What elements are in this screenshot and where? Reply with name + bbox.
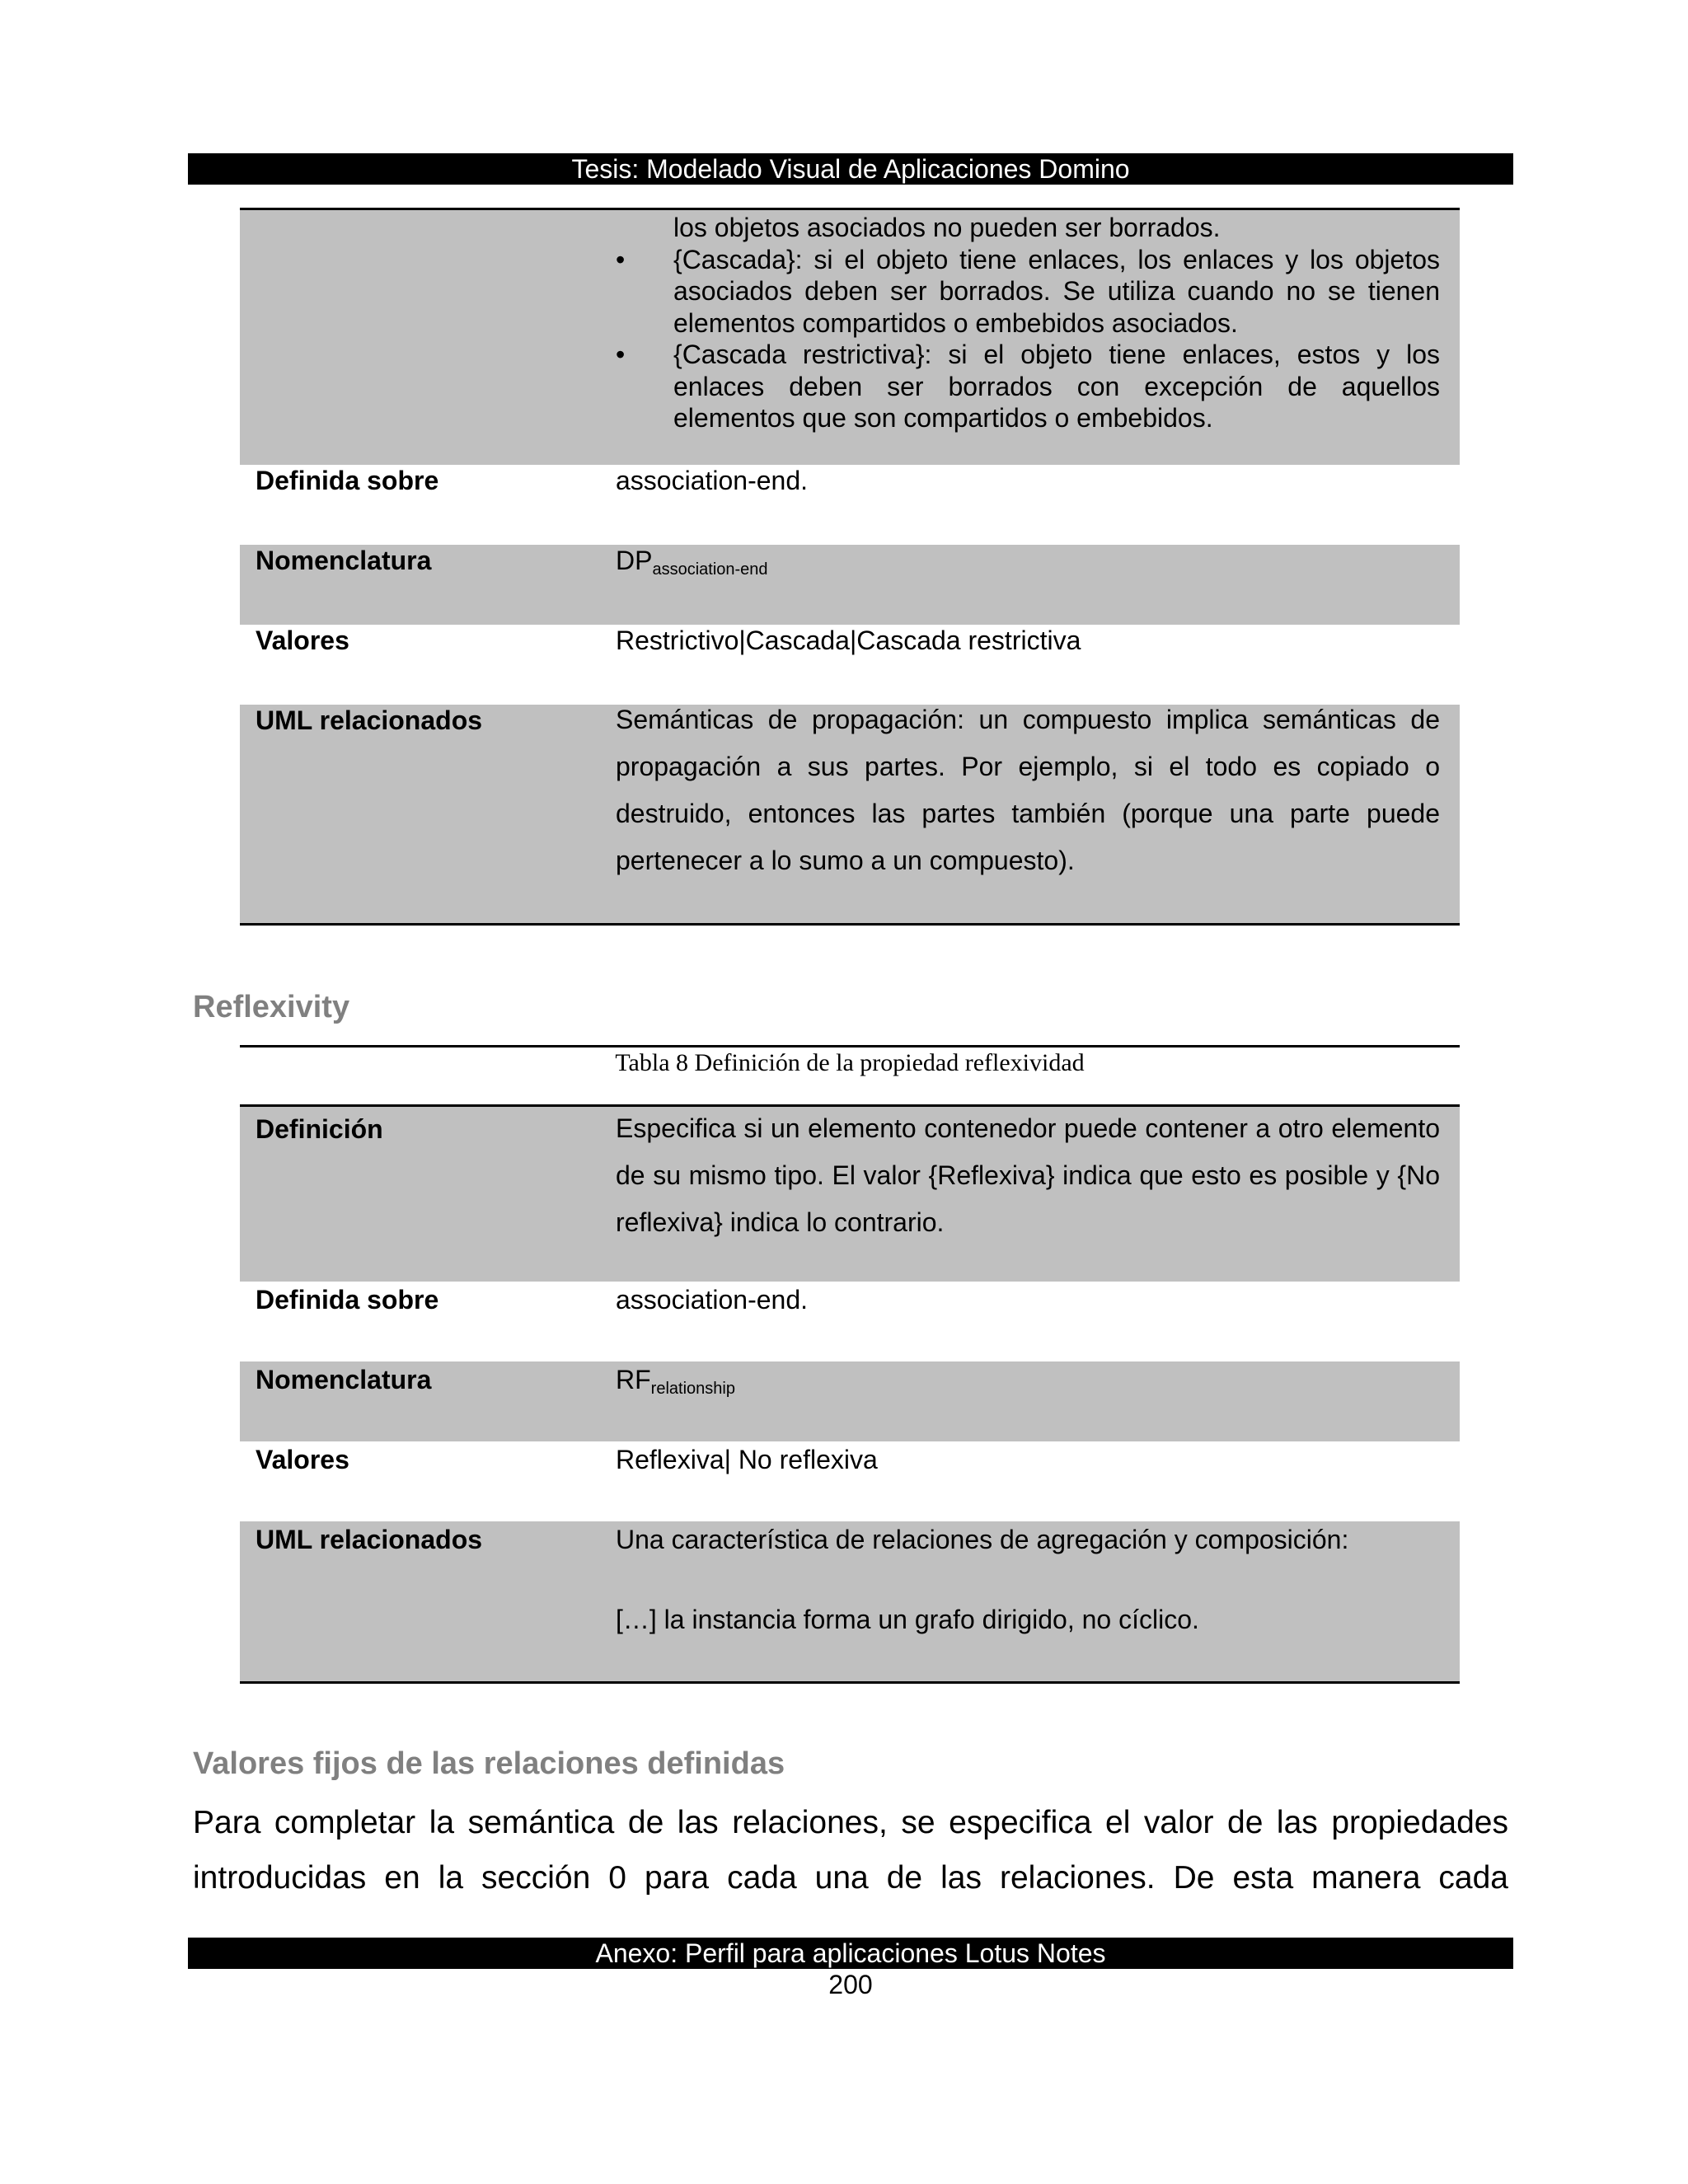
row-label: Definición bbox=[256, 1114, 383, 1144]
row-value: Reflexiva| No reflexiva bbox=[616, 1445, 878, 1474]
body-paragraph-line: introducidas en la sección 0 para cada una de las relaciones. De esta manera cada bbox=[193, 1860, 1508, 1896]
table-bottom-rule bbox=[240, 923, 1460, 926]
row-label: UML relacionados bbox=[256, 705, 483, 735]
page-footer: Anexo: Perfil para aplicaciones Lotus Notes bbox=[188, 1938, 1513, 1969]
table-row bbox=[240, 1521, 1460, 1681]
row-value-continued: […] la instancia forma un grafo dirigido, no cíclico. bbox=[616, 1605, 1199, 1634]
row-value: Restrictivo|Cascada|Cascada restrictiva bbox=[616, 626, 1081, 655]
table-bottom-rule bbox=[240, 1681, 1460, 1684]
list-item: • {Cascada}: si el objeto tiene enlaces, los enlaces y los objetos asociados deben ser borrados. Se utiliza cuando no se tienen elementos compartidos o embebidos asociados. bbox=[616, 244, 1440, 338]
table-row bbox=[240, 705, 1460, 923]
deletion-propagation-table bbox=[240, 208, 1460, 925]
page-header: Tesis: Modelado Visual de Aplicaciones Domino bbox=[188, 153, 1513, 185]
table-row bbox=[240, 465, 1460, 545]
row-value: $RF_{relationship}$ bbox=[616, 1365, 735, 1398]
row-value: Semánticas de propagación: un compuesto implica semánticas de propagación a sus partes. Por ejemplo, si el todo es copiado o destruido, entonces las partes también (porque una parte puede pertenecer a lo sumo a un compuesto). bbox=[616, 705, 1440, 875]
section-heading: Reflexivity bbox=[193, 990, 350, 1024]
table-caption: Tabla 8 Definición de la propiedad reflexividad bbox=[615, 1049, 1085, 1076]
page-number: 200 bbox=[828, 1970, 873, 1999]
table-row bbox=[240, 1441, 1460, 1521]
row-value: association-end. bbox=[616, 1285, 809, 1315]
list-item: los objetos asociados no pueden ser borrados. bbox=[673, 213, 1221, 242]
bullet-list bbox=[616, 212, 1440, 434]
table-row bbox=[240, 1282, 1460, 1361]
bullet-icon: • bbox=[616, 244, 626, 274]
row-label: Nomenclatura bbox=[256, 546, 432, 575]
row-label: Definida sobre bbox=[256, 466, 439, 495]
row-label: UML relacionados bbox=[256, 1525, 483, 1554]
table-row bbox=[240, 625, 1460, 705]
row-value: Una característica de relaciones de agregación y composición: bbox=[616, 1525, 1349, 1554]
table-row bbox=[240, 1361, 1460, 1441]
row-value: Especifica si un elemento contenedor puede contener a otro elemento de su mismo tipo. El valor {Reflexiva} indica que esto es posible y {No reflexiva} indica lo contrario. bbox=[616, 1113, 1440, 1237]
list-item: • {Cascada restrictiva}: si el objeto tiene enlaces, estos y los enlaces deben ser borrados con excepción de aquellos elementos que son compartidos o embebidos. bbox=[616, 340, 1440, 433]
row-label: Valores bbox=[256, 626, 349, 655]
row-label: Definida sobre bbox=[256, 1285, 439, 1315]
row-label: Valores bbox=[256, 1445, 349, 1474]
bullet-icon: • bbox=[616, 340, 626, 369]
table-row bbox=[240, 1107, 1460, 1282]
reflexivity-table bbox=[240, 1104, 1460, 1681]
table-row bbox=[240, 545, 1460, 625]
table-row bbox=[240, 210, 1460, 465]
caption-top-rule bbox=[240, 1045, 1460, 1047]
row-value: association-end. bbox=[616, 466, 809, 495]
row-label: Nomenclatura bbox=[256, 1365, 432, 1394]
section-heading: Valores fijos de las relaciones definidas bbox=[193, 1746, 785, 1781]
body-paragraph-line: Para completar la semántica de las relaciones, se especifica el valor de las propiedades bbox=[193, 1805, 1508, 1840]
row-value: $DP_{association-end}$ bbox=[616, 546, 768, 579]
